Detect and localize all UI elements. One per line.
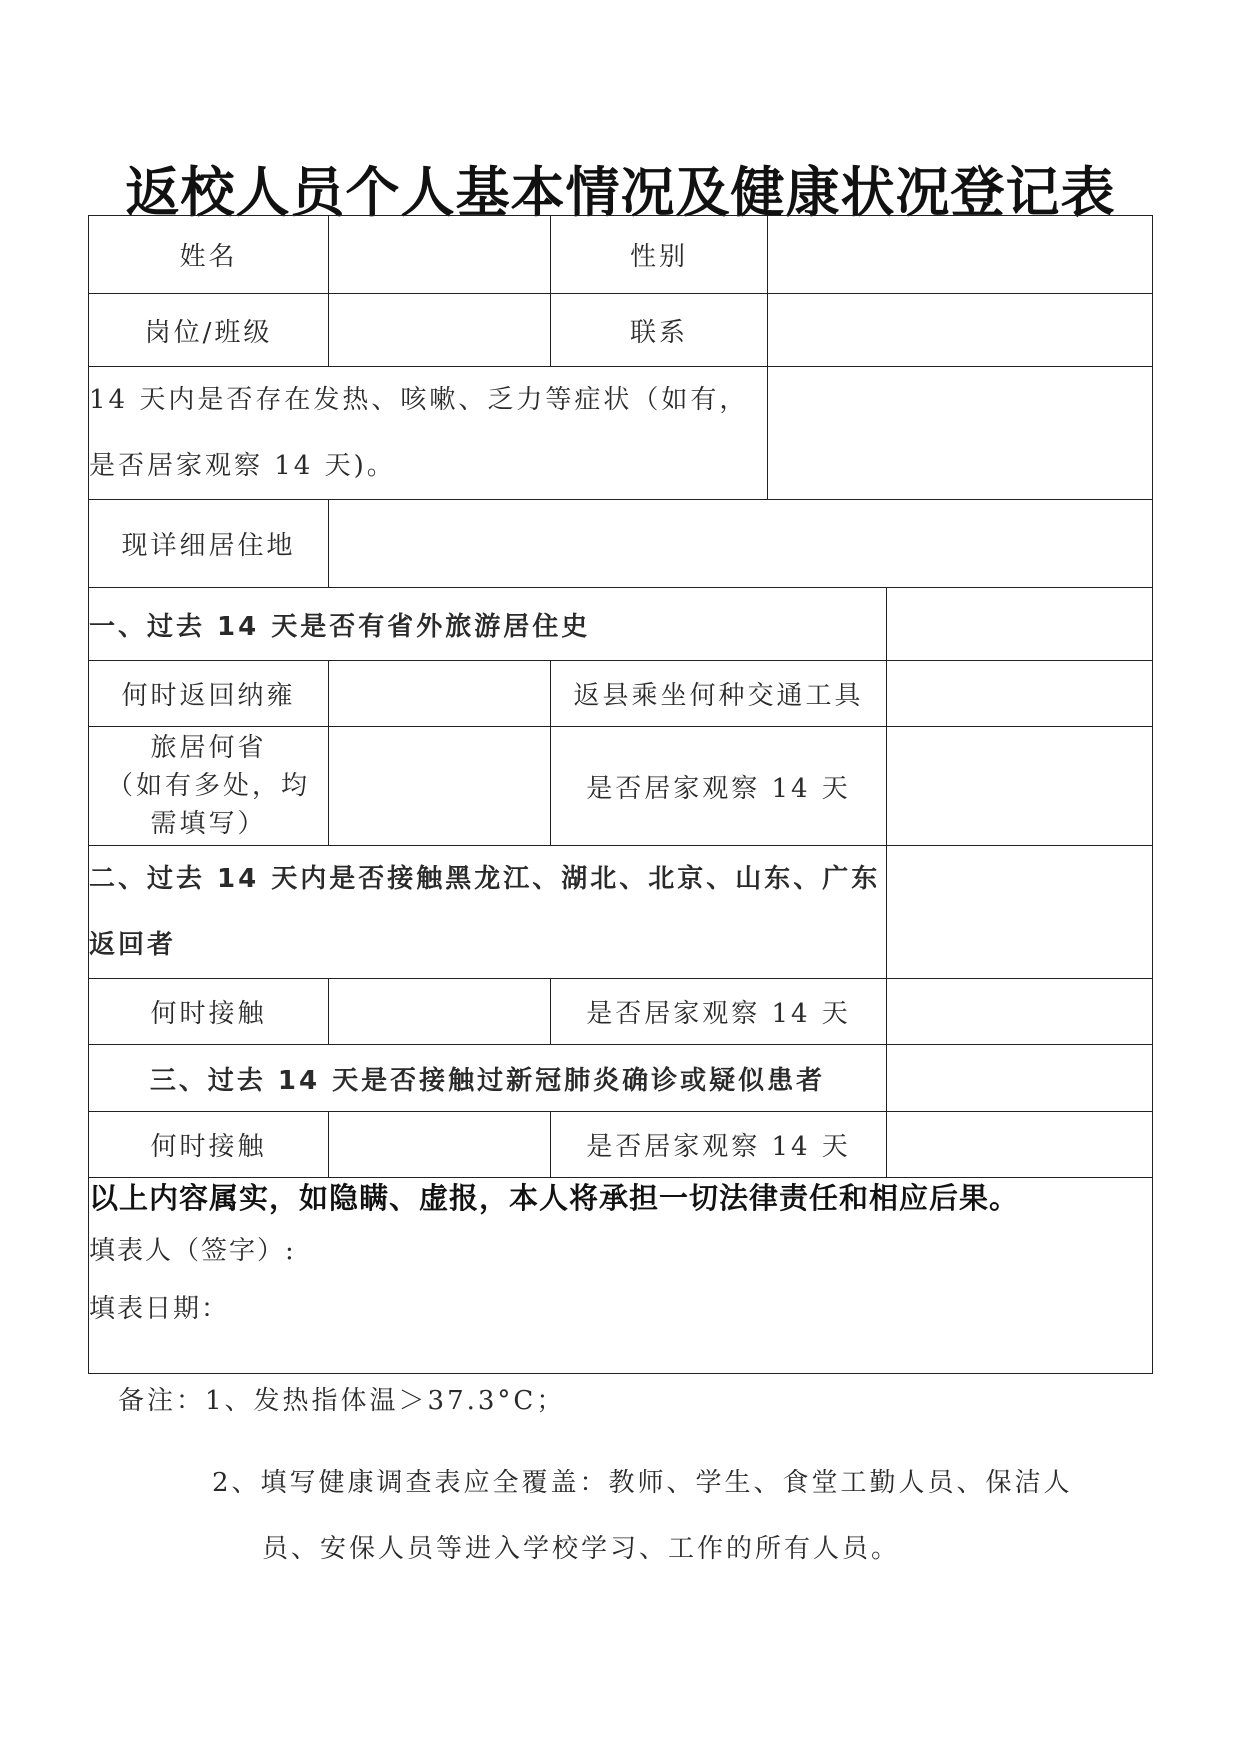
symptoms-answer-cell[interactable] [768,367,1153,500]
post-class-label: 岗位/班级 [89,294,329,367]
section2-contact-time-input-cell[interactable] [329,979,551,1045]
province-input-cell[interactable] [329,727,551,846]
return-time-label: 何时返回纳雍 [89,661,329,727]
province-label-line-3: 需填写） [150,809,267,839]
contact-label: 联系 [551,294,768,367]
gender-input-cell[interactable] [768,216,1153,294]
section2-contact-time-label: 何时接触 [89,979,329,1045]
section3-home-observe-label: 是否居家观察 14 天 [551,1112,887,1178]
declaration-statement: 以上内容属实，如隐瞒、虚报，本人将承担一切法律责任和相应后果。 [89,1181,1020,1215]
transport-input-cell[interactable] [887,661,1153,727]
notes-section [118,1380,1158,1582]
name-input-cell[interactable] [329,216,551,294]
row-section1-title [89,588,1153,661]
section1-answer-cell[interactable] [887,588,1153,661]
contact-input-cell[interactable] [768,294,1153,367]
row-section1-return [89,661,1153,727]
return-time-input-cell[interactable] [329,661,551,727]
section3-contact-time-label: 何时接触 [89,1112,329,1178]
row-section3-title [89,1045,1153,1112]
transport-label: 返县乘坐何种交通工具 [551,661,887,727]
section3-title: 三、过去 14 天是否接触过新冠肺炎确诊或疑似患者 [89,1045,887,1112]
section2-home-observe-input-cell[interactable] [887,979,1153,1045]
declaration-cell [89,1178,1153,1374]
post-class-input-cell[interactable] [329,294,551,367]
section2-answer-cell[interactable] [887,846,1153,979]
row-section3-contact [89,1112,1153,1178]
section2-title-line-1: 二、过去 14 天内是否接触黑龙江、湖北、北京、山东、广东 [89,864,881,894]
row-section2-contact [89,979,1153,1045]
section2-title-line-2: 返回者 [89,930,177,960]
registration-form-table [88,215,1153,1374]
signer-field[interactable]: 填表人（签字）: [89,1236,296,1266]
section2-title [89,846,887,979]
section3-answer-cell[interactable] [887,1045,1153,1112]
section2-home-observe-label: 是否居家观察 14 天 [551,979,887,1045]
note-1: 备注：1、发热指体温＞37.3°C； [118,1386,566,1416]
row-declaration [89,1178,1153,1374]
symptoms-line-1: 14 天内是否存在发热、咳嗽、乏力等症状（如有， [89,385,749,415]
row-symptoms [89,367,1153,500]
row-name-gender [89,216,1153,294]
name-label: 姓名 [89,216,329,294]
symptoms-line-2: 是否居家观察 14 天)。 [89,451,396,481]
section1-home-observe-label: 是否居家观察 14 天 [551,727,887,846]
note-2-line-2: 员、安保人员等进入学校学习、工作的所有人员。 [262,1534,901,1564]
section1-title: 一、过去 14 天是否有省外旅游居住史 [89,588,887,661]
row-address [89,500,1153,588]
row-section2-title [89,846,1153,979]
section1-home-observe-input-cell[interactable] [887,727,1153,846]
address-label: 现详细居住地 [89,500,329,588]
section3-home-observe-input-cell[interactable] [887,1112,1153,1178]
row-post-contact [89,294,1153,367]
address-input-cell[interactable] [329,500,1153,588]
province-label [89,727,329,846]
gender-label: 性别 [551,216,768,294]
province-label-line-1: 旅居何省 [150,733,267,763]
note-2 [118,1450,1158,1582]
note-2-line-1: 2、填写健康调查表应全覆盖：教师、学生、食堂工勤人员、保洁人 [212,1468,1073,1498]
symptoms-question [89,367,768,500]
section3-contact-time-input-cell[interactable] [329,1112,551,1178]
row-section1-province [89,727,1153,846]
form-title: 返校人员个人基本情况及健康状况登记表 [125,161,1116,224]
province-label-line-2: （如有多处，均 [106,771,310,801]
date-field[interactable]: 填表日期： [89,1294,230,1324]
